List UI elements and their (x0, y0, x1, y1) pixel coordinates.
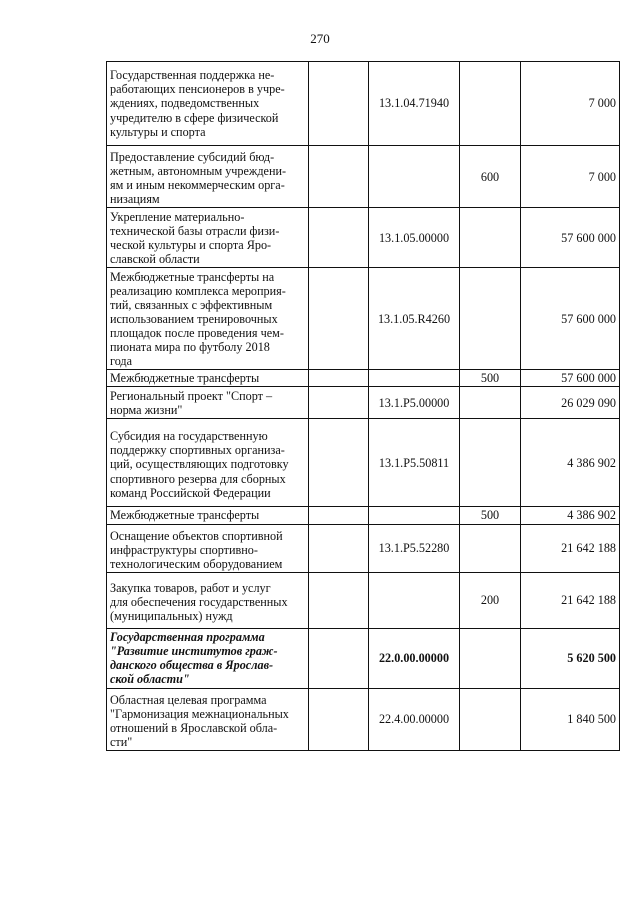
row-blank-cell (309, 208, 369, 268)
row-name-line: спортивного резерва для сборных (110, 471, 286, 486)
row-name-line: славской области (110, 251, 200, 266)
row-amount-cell: 57 600 000 (521, 370, 620, 387)
table-row (107, 507, 620, 524)
table-row (107, 628, 620, 688)
row-blank-cell (309, 370, 369, 387)
row-name-line: использованием тренировочных (110, 311, 278, 326)
row-name-line: ческой культуры и спорта Яро- (110, 237, 272, 252)
row-name-line: инфраструктуры спортивно- (110, 542, 258, 557)
row-expense-type-cell (460, 628, 521, 688)
row-code-cell: 22.0.00.00000 (369, 628, 460, 688)
table-row (107, 370, 620, 387)
row-amount-cell: 4 386 902 (521, 419, 620, 507)
row-name-line: Укрепление материально- (110, 209, 245, 224)
row-amount-cell: 7 000 (521, 146, 620, 208)
row-name-cell (107, 370, 309, 387)
row-name-line: норма жизни" (110, 402, 183, 417)
row-name-cell (107, 524, 309, 572)
row-name-line: технической базы отрасли физи- (110, 223, 280, 238)
row-name-line: команд Российской Федерации (110, 485, 271, 500)
row-name-line: Государственная поддержка не- (110, 68, 275, 83)
row-name-line: Межбюджетные трансферты на (110, 269, 275, 284)
row-expense-type-cell: 200 (460, 572, 521, 628)
row-code-cell: 13.1.P5.50811 (369, 419, 460, 507)
row-name-line: Субсидия на государственную (110, 429, 268, 444)
row-amount-cell: 5 620 500 (521, 628, 620, 688)
row-expense-type-cell: 500 (460, 507, 521, 524)
row-name-cell (107, 208, 309, 268)
page-number: 270 (310, 31, 330, 46)
row-name-line: низациям (110, 192, 160, 207)
table-row (107, 208, 620, 268)
row-blank-cell (309, 507, 369, 524)
row-name-line: ждениях, подведомственных (110, 96, 260, 111)
row-name-line: Межбюджетные трансферты (110, 371, 260, 386)
row-blank-cell (309, 628, 369, 688)
row-name-cell (107, 146, 309, 208)
row-amount-cell: 7 000 (521, 62, 620, 146)
row-expense-type-cell (460, 688, 521, 750)
row-amount-cell: 1 840 500 (521, 688, 620, 750)
row-name-line: пионата мира по футболу 2018 (110, 340, 270, 355)
row-name-line: реализацию комплекса мероприя- (110, 283, 286, 298)
row-blank-cell (309, 387, 369, 419)
row-expense-type-cell (460, 208, 521, 268)
row-name-cell (107, 62, 309, 146)
table-row (107, 419, 620, 507)
row-name-line: (муниципальных) нужд (110, 608, 233, 623)
row-amount-cell: 21 642 188 (521, 572, 620, 628)
row-name-line: данского общества в Ярослав- (110, 658, 274, 673)
row-code-cell: 22.4.00.00000 (369, 688, 460, 750)
row-expense-type-cell (460, 419, 521, 507)
row-code-cell (369, 572, 460, 628)
row-amount-cell: 57 600 000 (521, 208, 620, 268)
row-code-cell (369, 146, 460, 208)
row-name-line: отношений в Ярославской обла- (110, 721, 278, 736)
row-blank-cell (309, 419, 369, 507)
row-name-line: Государственная программа (110, 630, 265, 645)
row-name-cell (107, 688, 309, 750)
row-name-line: ям и иным некоммерческим орга- (110, 178, 285, 193)
row-expense-type-cell (460, 524, 521, 572)
row-blank-cell (309, 62, 369, 146)
row-code-cell (369, 507, 460, 524)
row-name-line: культуры и спорта (110, 124, 206, 139)
table-row (107, 688, 620, 750)
budget-table-body (107, 62, 620, 751)
row-amount-cell: 4 386 902 (521, 507, 620, 524)
row-name-cell (107, 419, 309, 507)
row-name-cell (107, 507, 309, 524)
row-blank-cell (309, 268, 369, 370)
row-code-cell: 13.1.05.00000 (369, 208, 460, 268)
row-name-cell (107, 628, 309, 688)
row-expense-type-cell: 600 (460, 146, 521, 208)
row-blank-cell (309, 146, 369, 208)
row-code-cell: 13.1.P5.52280 (369, 524, 460, 572)
row-code-cell: 13.1.05.R4260 (369, 268, 460, 370)
row-expense-type-cell (460, 62, 521, 146)
row-blank-cell (309, 688, 369, 750)
row-name-cell (107, 268, 309, 370)
row-name-line: ской области" (110, 672, 190, 687)
table-row (107, 146, 620, 208)
row-expense-type-cell (460, 387, 521, 419)
row-code-cell: 13.1.04.71940 (369, 62, 460, 146)
row-name-line: ций, осуществляющих подготовку (110, 457, 289, 472)
row-amount-cell: 21 642 188 (521, 524, 620, 572)
row-name-line: тий, связанных с эффективным (110, 297, 273, 312)
row-name-cell (107, 387, 309, 419)
row-amount-cell: 57 600 000 (521, 268, 620, 370)
row-name-line: площадок после проведения чем- (110, 325, 284, 340)
budget-table (106, 61, 620, 751)
table-row (107, 387, 620, 419)
row-name-line: "Гармонизация межнациональных (110, 706, 289, 721)
row-name-line: поддержку спортивных организа- (110, 443, 285, 458)
row-name-line: сти" (110, 735, 133, 750)
row-name-line: Предоставление субсидий бюд- (110, 150, 275, 164)
row-expense-type-cell: 500 (460, 370, 521, 387)
row-amount-cell: 26 029 090 (521, 387, 620, 419)
row-name-line: для обеспечения государственных (110, 594, 288, 609)
row-code-cell (369, 370, 460, 387)
row-name-line: года (110, 354, 133, 369)
table-row (107, 62, 620, 146)
row-name-cell (107, 572, 309, 628)
table-row (107, 268, 620, 370)
row-name-line: Закупка товаров, работ и услуг (110, 580, 271, 595)
row-name-line: Оснащение объектов спортивной (110, 528, 283, 543)
row-name-line: Региональный проект "Спорт – (110, 388, 273, 403)
row-code-cell: 13.1.P5.00000 (369, 387, 460, 419)
table-row (107, 524, 620, 572)
row-name-line: жетным, автономным учреждени- (110, 164, 287, 179)
row-blank-cell (309, 524, 369, 572)
row-name-line: "Развитие институтов граж- (110, 644, 278, 659)
row-blank-cell (309, 572, 369, 628)
row-expense-type-cell (460, 268, 521, 370)
row-name-line: работающих пенсионеров в учре- (110, 82, 285, 97)
table-row (107, 572, 620, 628)
row-name-line: Межбюджетные трансферты (110, 508, 260, 523)
row-name-line: Областная целевая программа (110, 692, 267, 707)
row-name-line: учредителю в сфере физической (110, 110, 279, 125)
row-name-line: технологическим оборудованием (110, 556, 283, 571)
